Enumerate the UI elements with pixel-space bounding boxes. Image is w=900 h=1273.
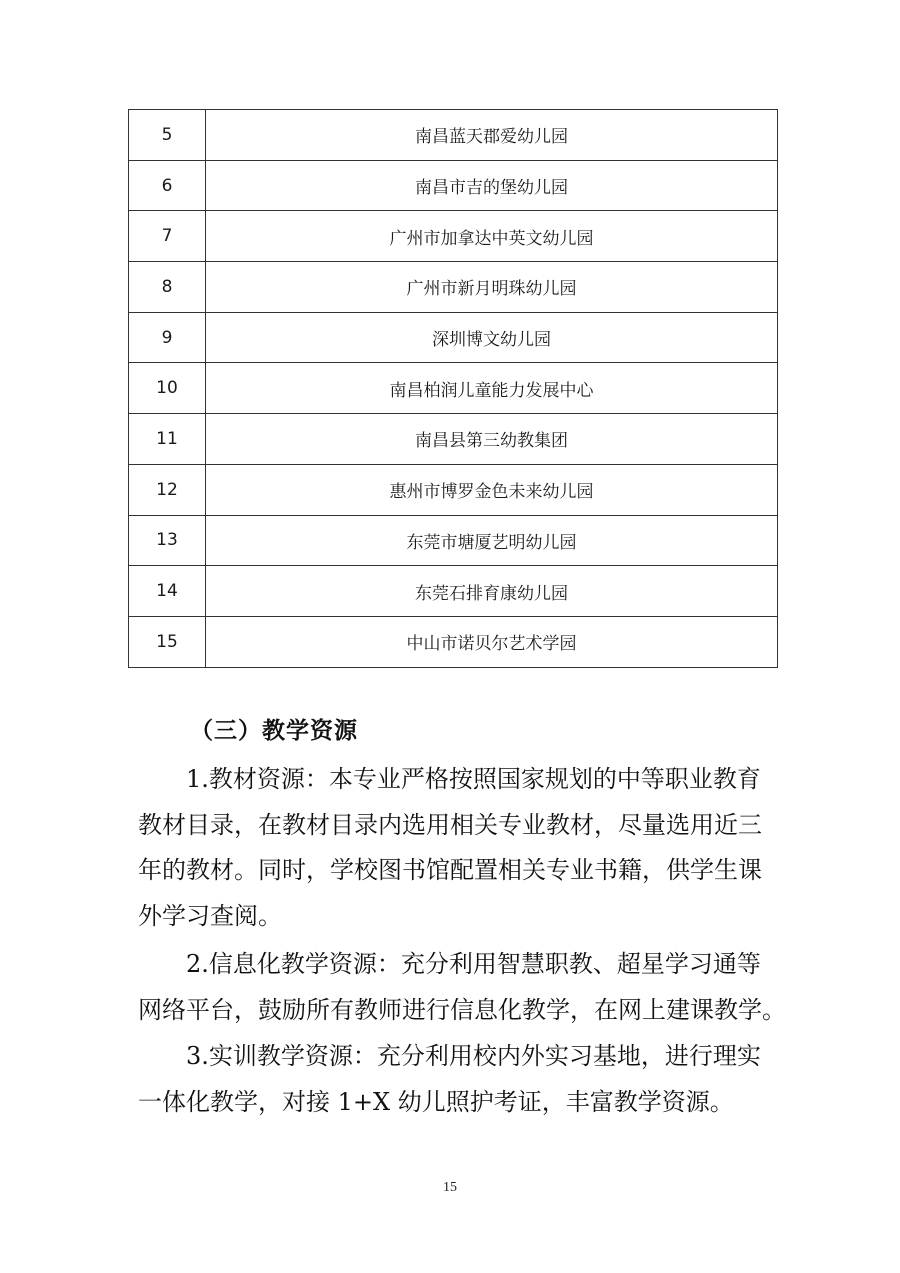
paragraph-line: 外学习查阅。 xyxy=(138,901,282,930)
table-row xyxy=(129,160,778,211)
paragraph-line: 网络平台，鼓励所有教师进行信息化教学，在网上建课教学。 xyxy=(138,995,786,1024)
table-row xyxy=(129,515,778,566)
table-row xyxy=(129,110,778,161)
table-row xyxy=(129,414,778,465)
row-number-cell: 9 xyxy=(129,312,206,363)
paragraph-it-resources xyxy=(138,942,786,1033)
paragraph-practical-resources xyxy=(138,1034,770,1125)
row-number-cell: 15 xyxy=(129,616,206,667)
table-row xyxy=(129,262,778,313)
institution-name-cell: 东莞市塘厦艺明幼儿园 xyxy=(206,515,778,566)
paragraph-line: 一体化教学，对接 1+X 幼儿照护考证，丰富教学资源。 xyxy=(138,1087,734,1116)
institution-name-cell: 惠州市博罗金色未来幼儿园 xyxy=(206,464,778,515)
row-number-cell: 14 xyxy=(129,566,206,617)
table-row xyxy=(129,363,778,414)
row-number-cell: 7 xyxy=(129,211,206,262)
table-row xyxy=(129,616,778,667)
page-number: 15 xyxy=(443,1180,457,1195)
table-row xyxy=(129,566,778,617)
institution-name-cell: 东莞石排育康幼儿园 xyxy=(206,566,778,617)
paragraph-line: 2.信息化教学资源：充分利用智慧职教、超星学习通等 xyxy=(186,950,761,978)
row-number-cell: 13 xyxy=(129,515,206,566)
institution-name-cell: 广州市新月明珠幼儿园 xyxy=(206,262,778,313)
row-number-cell: 5 xyxy=(129,110,206,161)
table-row xyxy=(129,211,778,262)
paragraph-line: 1.教材资源：本专业严格按照国家规划的中等职业教育 xyxy=(186,765,761,793)
institution-name-cell: 广州市加拿达中英文幼儿园 xyxy=(206,211,778,262)
paragraph-line: 年的教材。同时，学校图书馆配置相关专业书籍，供学生课 xyxy=(138,856,762,885)
row-number-cell: 11 xyxy=(129,414,206,465)
paragraph-line: 教材目录，在教材目录内选用相关专业教材，尽量选用近三 xyxy=(138,810,762,839)
paragraph-textbook-resources xyxy=(138,757,770,939)
section-heading: （三）教学资源 xyxy=(190,717,358,744)
institution-name-cell: 南昌县第三幼教集团 xyxy=(206,414,778,465)
institution-name-cell: 深圳博文幼儿园 xyxy=(206,312,778,363)
row-number-cell: 10 xyxy=(129,363,206,414)
table-row xyxy=(129,464,778,515)
institution-name-cell: 南昌市吉的堡幼儿园 xyxy=(206,160,778,211)
kindergarten-partner-table xyxy=(128,109,778,668)
row-number-cell: 12 xyxy=(129,464,206,515)
row-number-cell: 8 xyxy=(129,262,206,313)
row-number-cell: 6 xyxy=(129,160,206,211)
institution-name-cell: 南昌蓝天郡爱幼儿园 xyxy=(206,110,778,161)
table-row xyxy=(129,312,778,363)
paragraph-line: 3.实训教学资源：充分利用校内外实习基地，进行理实 xyxy=(186,1042,761,1070)
institution-name-cell: 南昌柏润儿童能力发展中心 xyxy=(206,363,778,414)
institution-name-cell: 中山市诺贝尔艺术学园 xyxy=(206,616,778,667)
